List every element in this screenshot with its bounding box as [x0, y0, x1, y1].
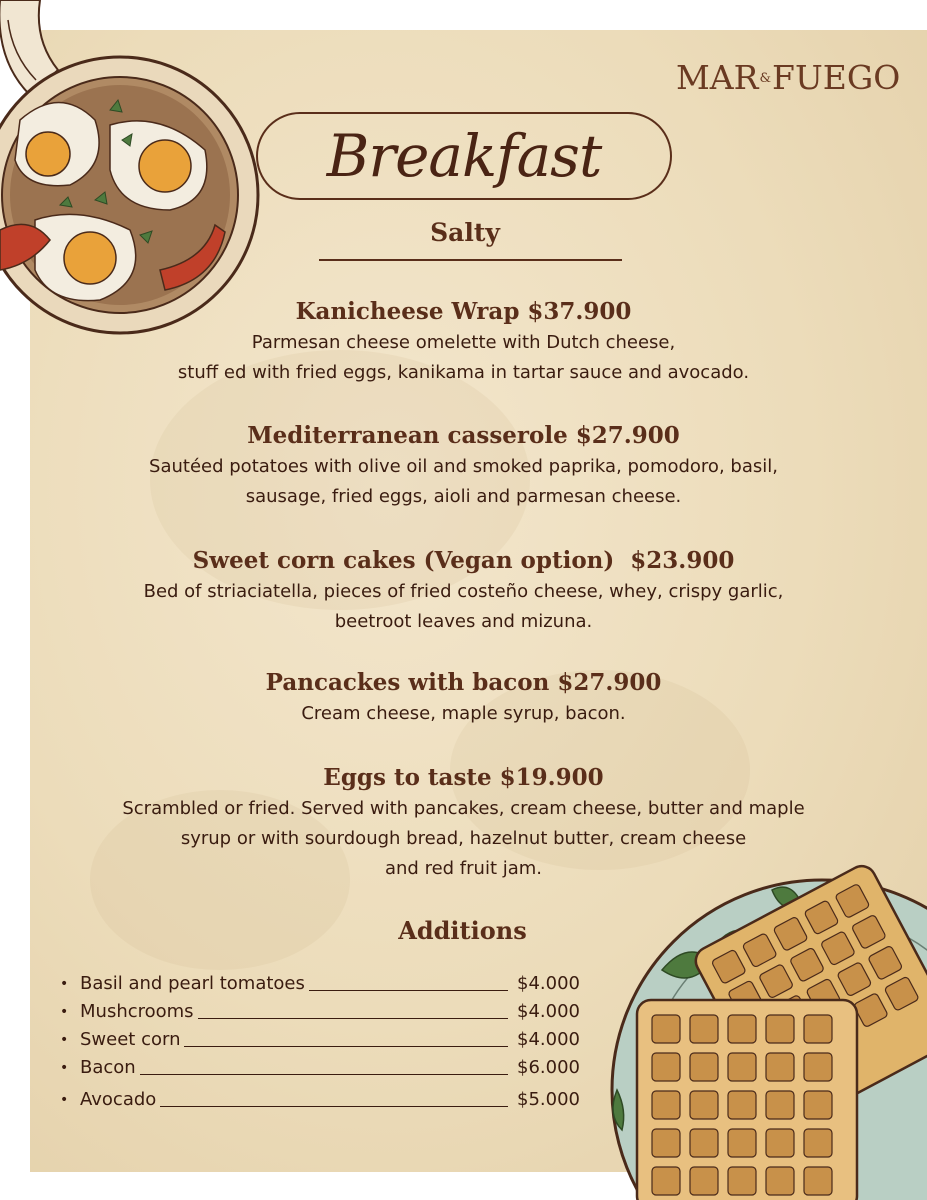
waffles-plate-icon	[592, 860, 927, 1200]
menu-item	[40, 296, 887, 388]
leader-line	[140, 1074, 508, 1075]
logo-right: FUEGO	[772, 58, 901, 97]
additions-list	[60, 968, 580, 1112]
description-line: beetroot leaves and mizuna.	[334, 611, 593, 632]
addition-name: Sweet corn	[80, 1029, 181, 1050]
addition-name: Bacon	[80, 1057, 136, 1078]
addition-price: $5.000	[517, 1089, 580, 1110]
menu-item-description	[40, 699, 887, 729]
menu-item	[40, 420, 887, 512]
addition-price: $4.000	[517, 1029, 580, 1050]
bullet-icon: •	[60, 1004, 69, 1020]
addition-item	[60, 1080, 580, 1112]
addition-price: $4.000	[517, 1001, 580, 1022]
section-heading: Salty	[430, 218, 500, 247]
description-line: Scrambled or fried. Served with pancakes, cream cheese, butter and maple	[122, 798, 805, 819]
leader-line	[309, 990, 508, 991]
addition-name: Avocado	[80, 1089, 157, 1110]
description-line: syrup or with sourdough bread, hazelnut butter, cream cheese	[180, 828, 747, 849]
leader-line	[184, 1046, 508, 1047]
menu-item	[40, 762, 887, 884]
description-line: Bed of striaciatella, pieces of fried costeño cheese, whey, crispy garlic,	[143, 581, 784, 602]
menu-item-description	[40, 794, 887, 884]
addition-item	[60, 996, 580, 1024]
menu-item-description	[40, 452, 887, 512]
menu-item	[40, 545, 887, 637]
menu-item-name: Sweet corn cakes (Vegan option) $23.900	[192, 547, 735, 574]
menu-item-name: Pancackes with bacon $27.900	[265, 669, 662, 696]
menu-item-description	[40, 577, 887, 637]
addition-item	[60, 968, 580, 996]
menu-item-name: Eggs to taste $19.900	[323, 764, 604, 791]
description-line: sausage, fried eggs, aioli and parmesan cheese.	[245, 486, 682, 507]
addition-item	[60, 1052, 580, 1080]
leader-line	[198, 1018, 508, 1019]
fried-eggs-pan-icon	[0, 0, 270, 340]
logo-ampersand: &	[759, 71, 772, 86]
page-title: Breakfast	[326, 122, 602, 190]
description-line: and red fruit jam.	[384, 858, 543, 879]
menu-item-description	[40, 328, 887, 388]
description-line: stuff ed with fried eggs, kanikama in tartar sauce and avocado.	[177, 362, 750, 383]
description-line: Sautéed potatoes with olive oil and smoked paprika, pomodoro, basil,	[149, 456, 778, 477]
addition-item	[60, 1024, 580, 1052]
description-line: Cream cheese, maple syrup, bacon.	[301, 703, 626, 724]
leader-line	[160, 1106, 508, 1107]
bullet-icon: •	[60, 1032, 69, 1048]
additions-heading: Additions	[398, 916, 527, 945]
addition-price: $4.000	[517, 973, 580, 994]
section-divider	[319, 259, 622, 261]
addition-name: Basil and pearl tomatoes	[80, 973, 305, 994]
logo-left: MAR	[676, 58, 759, 97]
addition-name: Mushcrooms	[80, 1001, 194, 1022]
addition-price: $6.000	[517, 1057, 580, 1078]
menu-item	[40, 667, 887, 729]
menu-item-name: Mediterranean casserole $27.900	[247, 422, 680, 449]
bullet-icon: •	[60, 1092, 69, 1108]
bullet-icon: •	[60, 976, 69, 992]
description-line: Parmesan cheese omelette with Dutch cheese,	[251, 332, 676, 353]
menu-item-name: Kanicheese Wrap $37.900	[295, 298, 632, 325]
bullet-icon: •	[60, 1060, 69, 1076]
brand-logo	[676, 58, 901, 97]
